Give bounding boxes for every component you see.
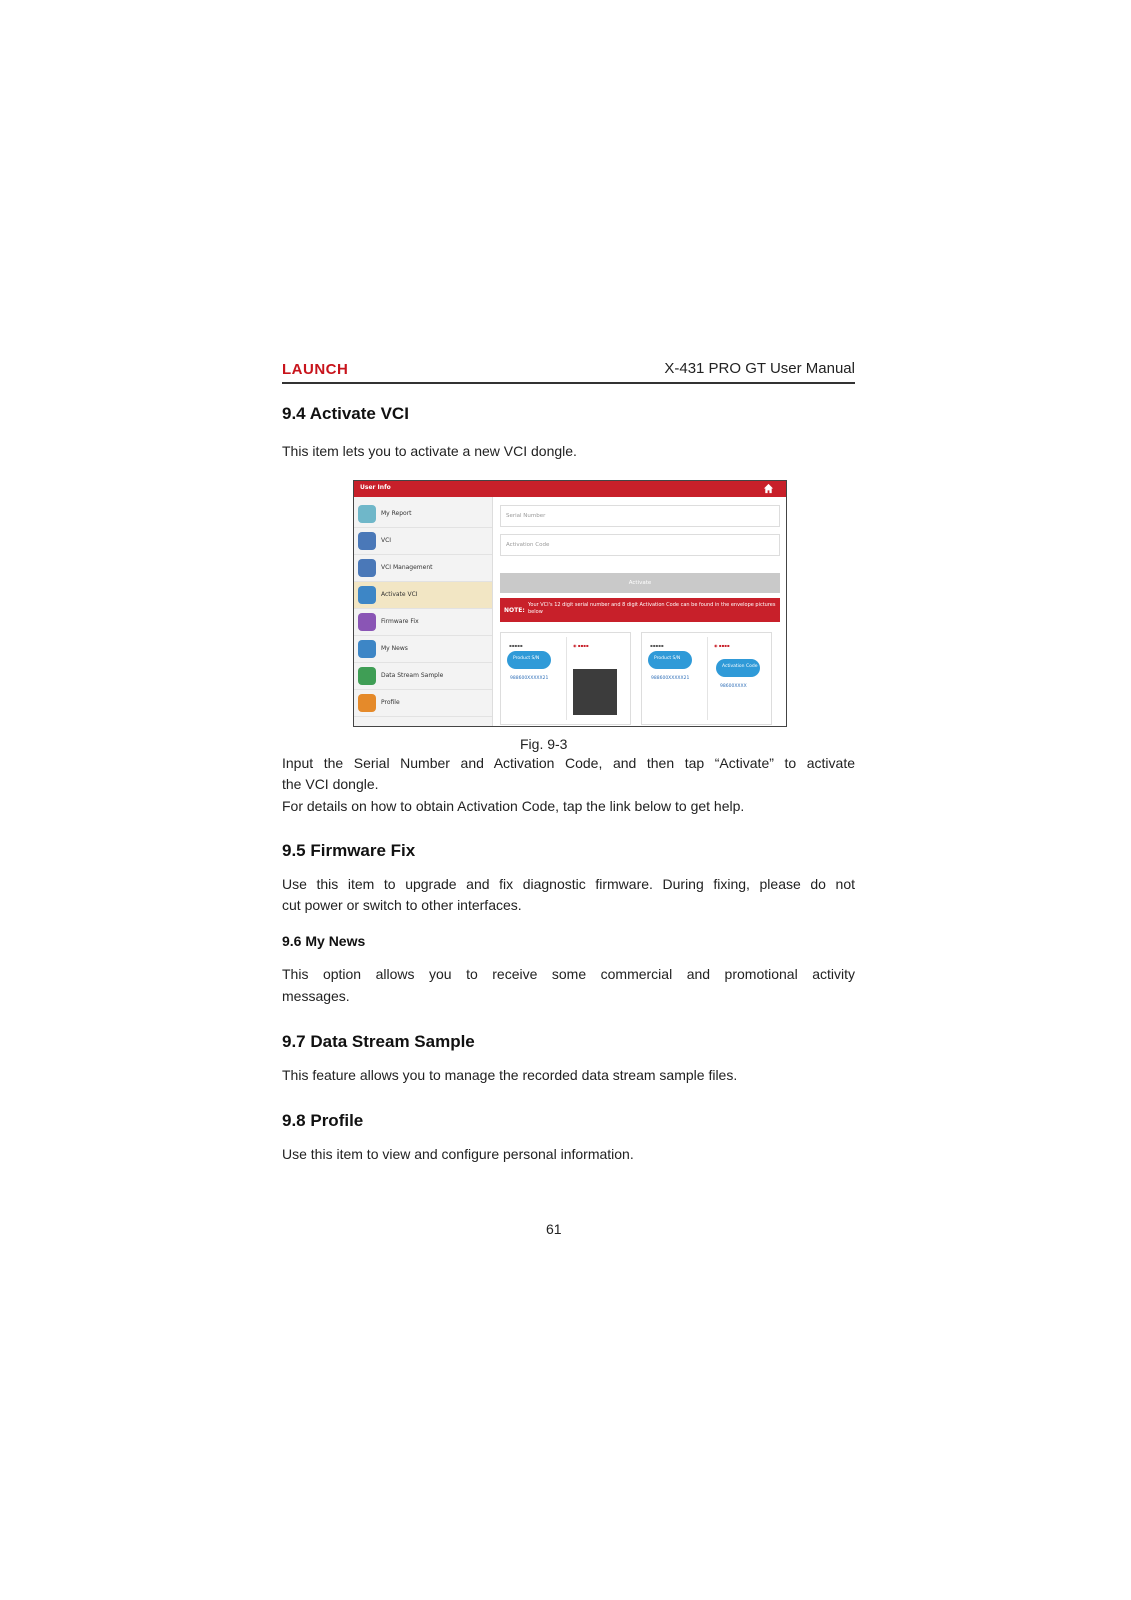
serial-bubble-label: Product S/N [513,656,540,661]
heading-my-news: 9.6 My News [282,933,366,949]
sidebar-item-activate-vci[interactable] [354,582,492,609]
news-icon [358,640,376,658]
activate-instructions-line2: the VCI dongle. [282,776,379,792]
sidebar-item-label: Profile [381,699,400,706]
figure-sidebar [354,497,493,726]
my-news-line2: messages. [282,988,350,1004]
report-icon [358,505,376,523]
activate-button-label: Activate [628,580,652,586]
firmware-fix-line1: Use this item to upgrade and fix diagnostic firmware. During fixing, please do not [282,876,855,892]
activation-code-text: 98600XXXX [720,684,747,689]
sidebar-item-label: My Report [381,510,412,517]
figure-caption: Fig. 9-3 [520,736,568,752]
activation-help-text: For details on how to obtain Activation Code, tap the link below to get help. [282,798,745,814]
manual-title: X-431 PRO GT User Manual [664,360,855,377]
home-icon[interactable] [763,483,774,494]
card-divider [566,637,567,720]
activate-vci-screenshot [353,480,787,727]
envelope-stamp-text: ▪▪▪▪▪ [509,643,523,648]
sidebar-item-firmware-fix[interactable] [354,609,492,636]
page-header [282,357,855,385]
heading-activate-vci: 9.4 Activate VCI [282,404,409,423]
serial-bubble-label: Product S/N [654,656,681,661]
envelope-logo-mark: ◉ ▪▪▪▪ [714,643,730,648]
sidebar-item-my-report[interactable] [354,501,492,528]
vci-icon [358,532,376,550]
envelope-card-serial [500,632,631,725]
heading-data-stream-sample: 9.7 Data Stream Sample [282,1032,475,1051]
activation-bubble-label: Activation Code [722,664,758,669]
data-stream-icon [358,667,376,685]
my-news-line1: This option allows you to receive some commercial and promotional activity [282,966,855,982]
activate-instructions-line1: Input the Serial Number and Activation Code, and then tap “Activate” to activate [282,755,855,771]
sidebar-item-label: VCI Management [381,564,433,571]
activate-vci-icon [358,586,376,604]
sidebar-item-my-news[interactable] [354,636,492,663]
serial-number-placeholder: Serial Number [506,513,546,519]
activation-code-input[interactable] [500,534,780,556]
activate-button[interactable] [500,573,780,593]
activation-bubble [716,659,760,677]
envelope-photo [573,669,617,715]
note-title: NOTE: [504,607,525,614]
envelope-logo-mark: ◉ ▪▪▪▪ [573,643,589,648]
sidebar-item-data-stream-sample[interactable] [354,663,492,690]
serial-number-input[interactable] [500,505,780,527]
sidebar-item-profile[interactable] [354,690,492,717]
firmware-fix-icon [358,613,376,631]
firmware-fix-line2: cut power or switch to other interfaces. [282,897,522,913]
sidebar-item-label: VCI [381,537,392,544]
card-divider [707,637,708,720]
activation-code-placeholder: Activation Code [506,542,550,548]
sidebar-item-label: Activate VCI [381,591,418,598]
figure-main [493,497,786,726]
sidebar-item-vci[interactable] [354,528,492,555]
sidebar-item-vci-management[interactable] [354,555,492,582]
brand-logo: LAUNCH [282,361,349,378]
activation-bubble-left [648,651,692,669]
serial-code-text: 988600XXXXX21 [651,676,690,681]
serial-bubble [507,651,551,669]
note-text: Your VCI's 12 digit serial number and 8 digit Activation Code can be found in the envelope pictures below [528,602,776,615]
profile-text: Use this item to view and configure personal information. [282,1146,634,1162]
note-banner [500,598,780,622]
envelope-card-activation [641,632,772,725]
envelope-stamp-text: ▪▪▪▪▪ [650,643,664,648]
sidebar-item-label: My News [381,645,408,652]
activate-vci-intro: This item lets you to activate a new VCI dongle. [282,443,577,459]
data-stream-sample-text: This feature allows you to manage the recorded data stream sample files. [282,1067,738,1083]
heading-firmware-fix: 9.5 Firmware Fix [282,841,416,860]
header-divider [282,382,855,384]
figure-titlebar [354,481,786,497]
heading-profile: 9.8 Profile [282,1111,364,1130]
vci-management-icon [358,559,376,577]
profile-icon [358,694,376,712]
figure-title: User Info [360,484,391,491]
serial-code-text: 988600XXXXX21 [510,676,549,681]
page-number: 61 [546,1221,562,1237]
sidebar-item-label: Firmware Fix [381,618,419,625]
sidebar-item-label: Data Stream Sample [381,672,444,679]
